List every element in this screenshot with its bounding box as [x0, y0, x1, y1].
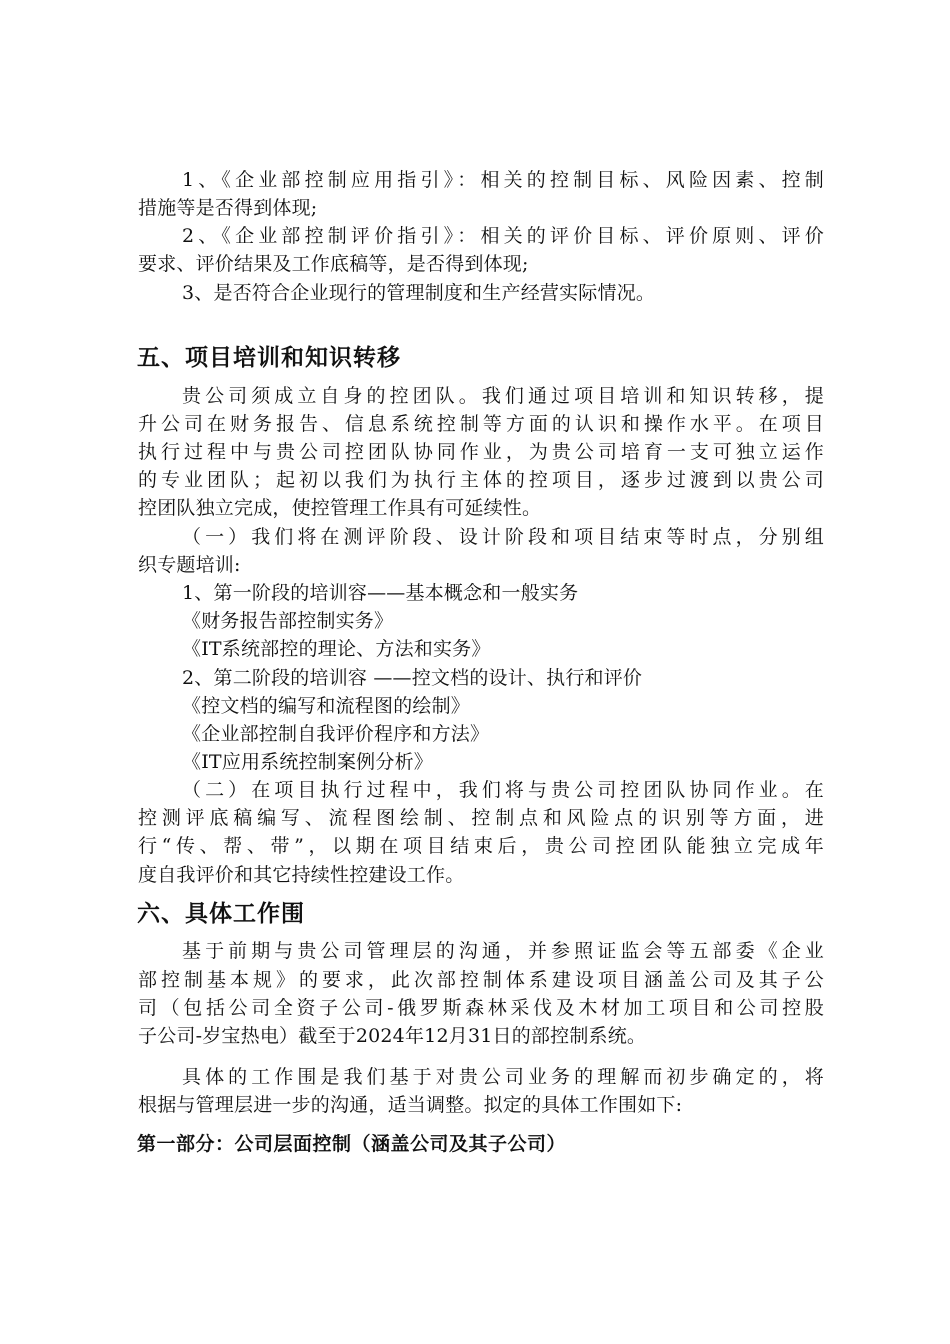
sec5-intro-line-5: 控团队独立完成，使控管理工作具有可延续性。	[138, 497, 542, 519]
sec5-part2-line-4: 度自我评价和其它持续性控建设工作。	[138, 864, 465, 886]
sec5-part1-line-2: 织专题培训:	[138, 554, 241, 576]
sec5-part2-line-3: 行“传、帮、带”，以期在项目结束后，贵公司控团队能独立完成年	[138, 835, 824, 857]
sec6-para1-line-3: 司（包括公司全资子公司-俄罗斯森林采伐及木材加工项目和公司控股	[138, 997, 824, 1019]
list-item-2-line-1: 2、《企业部控制评价指引》：相关的评价目标、评价原则、评价	[182, 225, 824, 247]
stage-2-course-2: 《企业部控制自我评价程序和方法》	[182, 723, 490, 745]
section-6-heading: 六、具体工作围	[137, 901, 305, 927]
stage-1-course-1: 《财务报告部控制实务》	[182, 610, 394, 632]
list-item-1-line-2: 措施等是否得到体现;	[138, 197, 318, 219]
part-1-subheading: 第一部分：公司层面控制（涵盖公司及其子公司）	[137, 1133, 567, 1155]
sec5-part1-line-1: （一）我们将在测评阶段、设计阶段和项目结束等时点，分别组	[182, 526, 824, 548]
stage-1-title: 1、第一阶段的培训容——基本概念和一般实务	[182, 582, 579, 604]
sec5-part2-line-1: （二）在项目执行过程中，我们将与贵公司控团队协同作业。在	[182, 779, 824, 801]
stage-2-title: 2、第二阶段的培训容 ——控文档的设计、执行和评价	[182, 667, 643, 689]
sec5-intro-line-4: 的专业团队；起初以我们为执行主体的控项目，逐步过渡到以贵公司	[138, 469, 824, 491]
list-item-1-line-1: 1、《企业部控制应用指引》：相关的控制目标、风险因素、控制	[182, 169, 824, 191]
sec6-para2-line-2: 根据与管理层进一步的沟通，适当调整。拟定的具体工作围如下:	[138, 1094, 683, 1116]
section-5-heading: 五、项目培训和知识转移	[137, 345, 401, 371]
sec5-part2-line-2: 控测评底稿编写、流程图绘制、控制点和风险点的识别等方面，进	[138, 807, 824, 829]
sec5-intro-line-2: 升公司在财务报告、信息系统控制等方面的认识和操作水平。在项目	[138, 413, 824, 435]
list-item-3: 3、是否符合企业现行的管理制度和生产经营实际情况。	[182, 282, 656, 304]
sec6-para1-line-1: 基于前期与贵公司管理层的沟通，并参照证监会等五部委《企业	[182, 940, 824, 962]
sec6-para1-line-2: 部控制基本规》的要求，此次部控制体系建设项目涵盖公司及其子公	[138, 969, 824, 991]
stage-2-course-1: 《控文档的编写和流程图的绘制》	[182, 695, 471, 717]
list-item-2-line-2: 要求、评价结果及工作底稿等，是否得到体现;	[138, 253, 529, 275]
sec5-intro-line-1: 贵公司须成立自身的控团队。我们通过项目培训和知识转移，提	[182, 385, 824, 407]
sec5-intro-line-3: 执行过程中与贵公司控团队协同作业，为贵公司培育一支可独立运作	[138, 441, 824, 463]
stage-1-course-2: 《IT系统部控的理论、方法和实务》	[182, 638, 491, 660]
stage-2-course-3: 《IT应用系统控制案例分析》	[182, 751, 433, 773]
sec6-para2-line-1: 具体的工作围是我们基于对贵公司业务的理解而初步确定的，将	[182, 1066, 824, 1088]
sec6-para1-line-4: 子公司-岁宝热电）截至于2024年12月31日的部控制系统。	[138, 1025, 647, 1047]
